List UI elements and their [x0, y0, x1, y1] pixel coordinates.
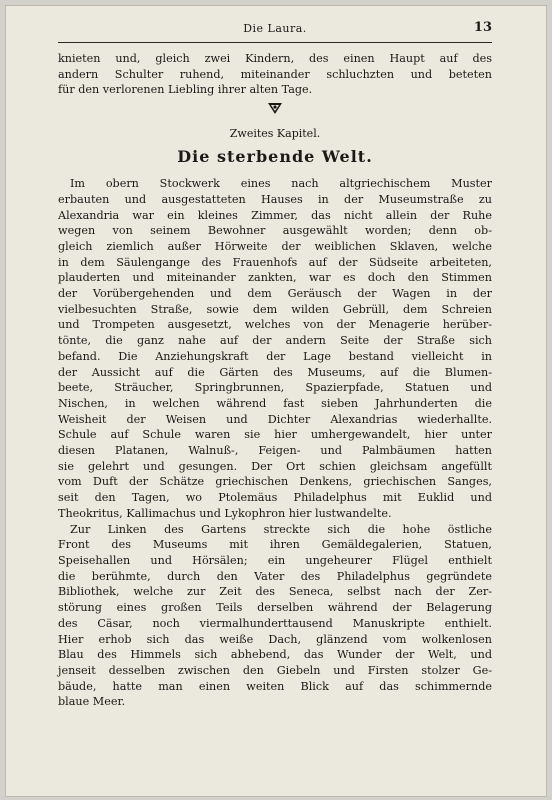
text-line: bäude, hatte man einen weiten Blick auf das schimmernde	[58, 679, 492, 693]
text-line: Weisheit der Weisen und Dichter Alexandrias wiederhallte.	[58, 412, 492, 426]
page-number: 13	[473, 20, 492, 35]
chapter-label: Zweites Kapitel.	[229, 127, 321, 141]
ornament-icon	[58, 102, 492, 124]
text-line: knieten und, gleich zwei Kindern, des einen Haupt auf des	[58, 52, 492, 65]
text-line: Speisehallen und Hörsälen; ein ungeheurer Flügel enthielt	[58, 553, 492, 567]
text-line: andern Schulter ruhend, miteinander schluchzten und beteten	[58, 67, 492, 81]
text-line: Zur Linken des Gartens streckte sich die hohe östliche	[70, 522, 492, 536]
text-line: sie gelehrt und gesungen. Der Ort schien gleichsam angefüllt	[58, 459, 492, 473]
text-line: Front des Museums mit ihren Gemäldegalerien, Statuen,	[58, 538, 492, 552]
text-line: des Cäsar, noch viermalhunderttausend Manuskripte enthielt.	[58, 616, 492, 630]
text-line: plauderten und miteinander zankten, war es doch den Stimmen	[58, 271, 492, 285]
text-line: die berühmte, durch den Vater des Philadelphus gegründete	[58, 569, 492, 583]
text-line: befand. Die Anziehungskraft der Lage bestand vielleicht in	[58, 349, 492, 363]
text-line: der Aussicht auf die Gärten des Museums, auf die Blumen-	[58, 365, 492, 379]
text-line: vom Duft der Schätze griechischen Denkens, griechischen Sanges,	[58, 475, 492, 489]
text-line: tönte, die ganz nahe auf der andern Seite der Straße sich	[58, 334, 492, 348]
text-line: Hier erhob sich das weiße Dach, glänzend vom wolkenlosen	[58, 632, 492, 646]
text-line: vielbesuchten Straße, sowie dem wilden Gebrüll, dem Schreien	[58, 302, 492, 316]
text-line: in dem Säulengange des Frauenhofs auf der Südseite arbeiteten,	[58, 255, 492, 269]
text-line: und Trompeten ausgesetzt, welches von der Menagerie herüber-	[58, 318, 492, 332]
text-line: erbauten und ausgestatteten Hauses in der Museumstraße zu	[58, 192, 492, 206]
running-title: Die Laura.	[243, 22, 307, 35]
text-line: gleich ziemlich außer Hörweite der weiblichen Sklaven, welche	[58, 239, 492, 253]
text-line: Bibliothek, welche zur Zeit des Seneca, selbst nach der Zer-	[58, 585, 492, 599]
text-line: diesen Platanen, Walnuß-, Feigen- und Palmbäumen hatten	[58, 444, 492, 458]
text-line: Nischen, in welchen während fast sieben Jahrhunderten die	[58, 396, 492, 410]
intro-paragraph	[58, 51, 492, 98]
text-line: beete, Sträucher, Springbrunnen, Spazierpfade, Statuen und	[58, 381, 492, 395]
text-line: seit den Tagen, wo Ptolemäus Philadelphus mit Euklid und	[58, 491, 492, 505]
text-line: blaue Meer.	[58, 695, 126, 709]
text-line: der Vorübergehenden und dem Geräusch der Wagen in der	[58, 287, 492, 301]
text-line: Theokritus, Kallimachus und Lykophron hier lustwandelte.	[58, 506, 392, 520]
paragraph-2	[58, 522, 492, 710]
paragraph-1	[58, 176, 492, 521]
text-line: Alexandria war ein kleines Zimmer, das nicht allein der Ruhe	[58, 208, 492, 222]
chapter-title: Die sterbende Welt.	[177, 147, 373, 167]
text-line: Blau des Himmels sich abhebend, das Wunder der Welt, und	[58, 648, 492, 662]
text-line: Schule auf Schule waren sie hier umhergewandelt, hier unter	[58, 428, 492, 442]
text-line: störung eines großen Teils derselben während der Belagerung	[58, 601, 492, 615]
running-head	[58, 20, 492, 43]
text-line: für den verlorenen Liebling ihrer alten Tage.	[58, 83, 313, 97]
text-line: jenseit desselben zwischen den Giebeln und Firsten stolzer Ge-	[58, 663, 492, 677]
text-line: Im obern Stockwerk eines nach altgriechischem Muster	[70, 177, 492, 191]
text-line: wegen von seinem Bewohner ausgewählt worden; denn ob-	[58, 224, 492, 238]
body-text	[58, 51, 492, 710]
book-page	[6, 6, 546, 796]
